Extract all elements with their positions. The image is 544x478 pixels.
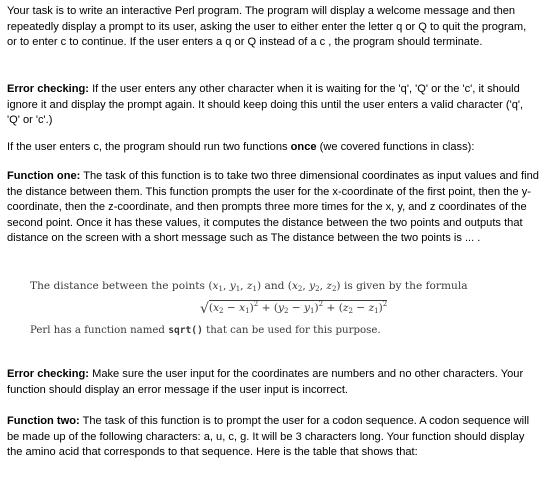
function-one-label: Function one:	[7, 170, 81, 182]
function-one-text: The task of this function is to take two three dimensional coordinates as input values and find the distance between them. This function prompts the user for the x-coordinate of the first point, then the y-coordinate, then the z-coordinate, and then prompts three more times for the x, y, and z coordinates of the second point. Once it has these values, it computes the distance between the two points and outputs that distance on the screen with a short message such as The distance between the two points is ... .	[7, 170, 539, 245]
intro-paragraph: Your task is to write an interactive Perl program. The program will display a welcome message and then repeatedly display a prompt to its user, asking the user to either enter the letter q or Q to quit the program, or to enter c to continue. If the user enters a q or Q instead of a c , the program should terminate.	[7, 5, 527, 49]
error-checking-text-1: If the user enters any other character when it is waiting for the 'q', 'Q' or the 'c', it should ignore it and display the prompt again. It should keep doing this until the user enters a valid character ('q', 'Q' or 'c'.)	[7, 83, 524, 127]
distance-formula-box	[0, 267, 544, 349]
function-two-paragraph	[7, 414, 539, 461]
error-checking-label-2: Error checking:	[7, 368, 89, 380]
sqrt-note-end: that can be used for this purpose.	[206, 325, 381, 336]
run-functions-text-end: (we covered functions in class):	[316, 141, 475, 153]
error-checking-paragraph-1	[7, 82, 539, 129]
function-one-paragraph	[7, 169, 539, 247]
run-functions-emphasis: once	[290, 141, 317, 153]
formula-and-text: and	[264, 280, 285, 292]
run-functions-text: If the user enters c, the program should run two functions	[7, 141, 291, 153]
error-checking-label-1: Error checking:	[7, 83, 89, 95]
formula-intro-line: The distance between the points ($x_1$, $y_1$, $z_1$) and ($x_2$, $y_2$, $z_2$) is given by the formula	[30, 280, 468, 293]
sqrt-note-text: Perl has a function named	[30, 325, 165, 336]
function-two-label: Function two:	[7, 415, 80, 427]
sqrt-code: sqrt()	[168, 325, 203, 336]
distance-formula: $√(x_2 - x_1)^2 + (y_2 - y_1)^2 + (z_2 - z_1)^2$	[200, 300, 388, 317]
formula-intro-text: The distance between the points	[30, 280, 205, 292]
error-checking-text-2: Make sure the user input for the coordinates are numbers and no other characters. Your function should display an error message if the user input is incorrect.	[7, 368, 524, 396]
function-two-text: The task of this function is to prompt the user for a codon sequence. A codon sequence will be made up of the following characters: a, u, c, g. It will be 3 characters long. Your function should display the amino acid that corresponds to that sequence. Here is the table that shows that:	[7, 415, 530, 459]
error-checking-paragraph-2	[7, 367, 539, 398]
sqrt-note-line	[30, 324, 381, 338]
formula-intro-end: is given by the formula	[343, 280, 468, 292]
run-functions-paragraph	[7, 140, 539, 156]
